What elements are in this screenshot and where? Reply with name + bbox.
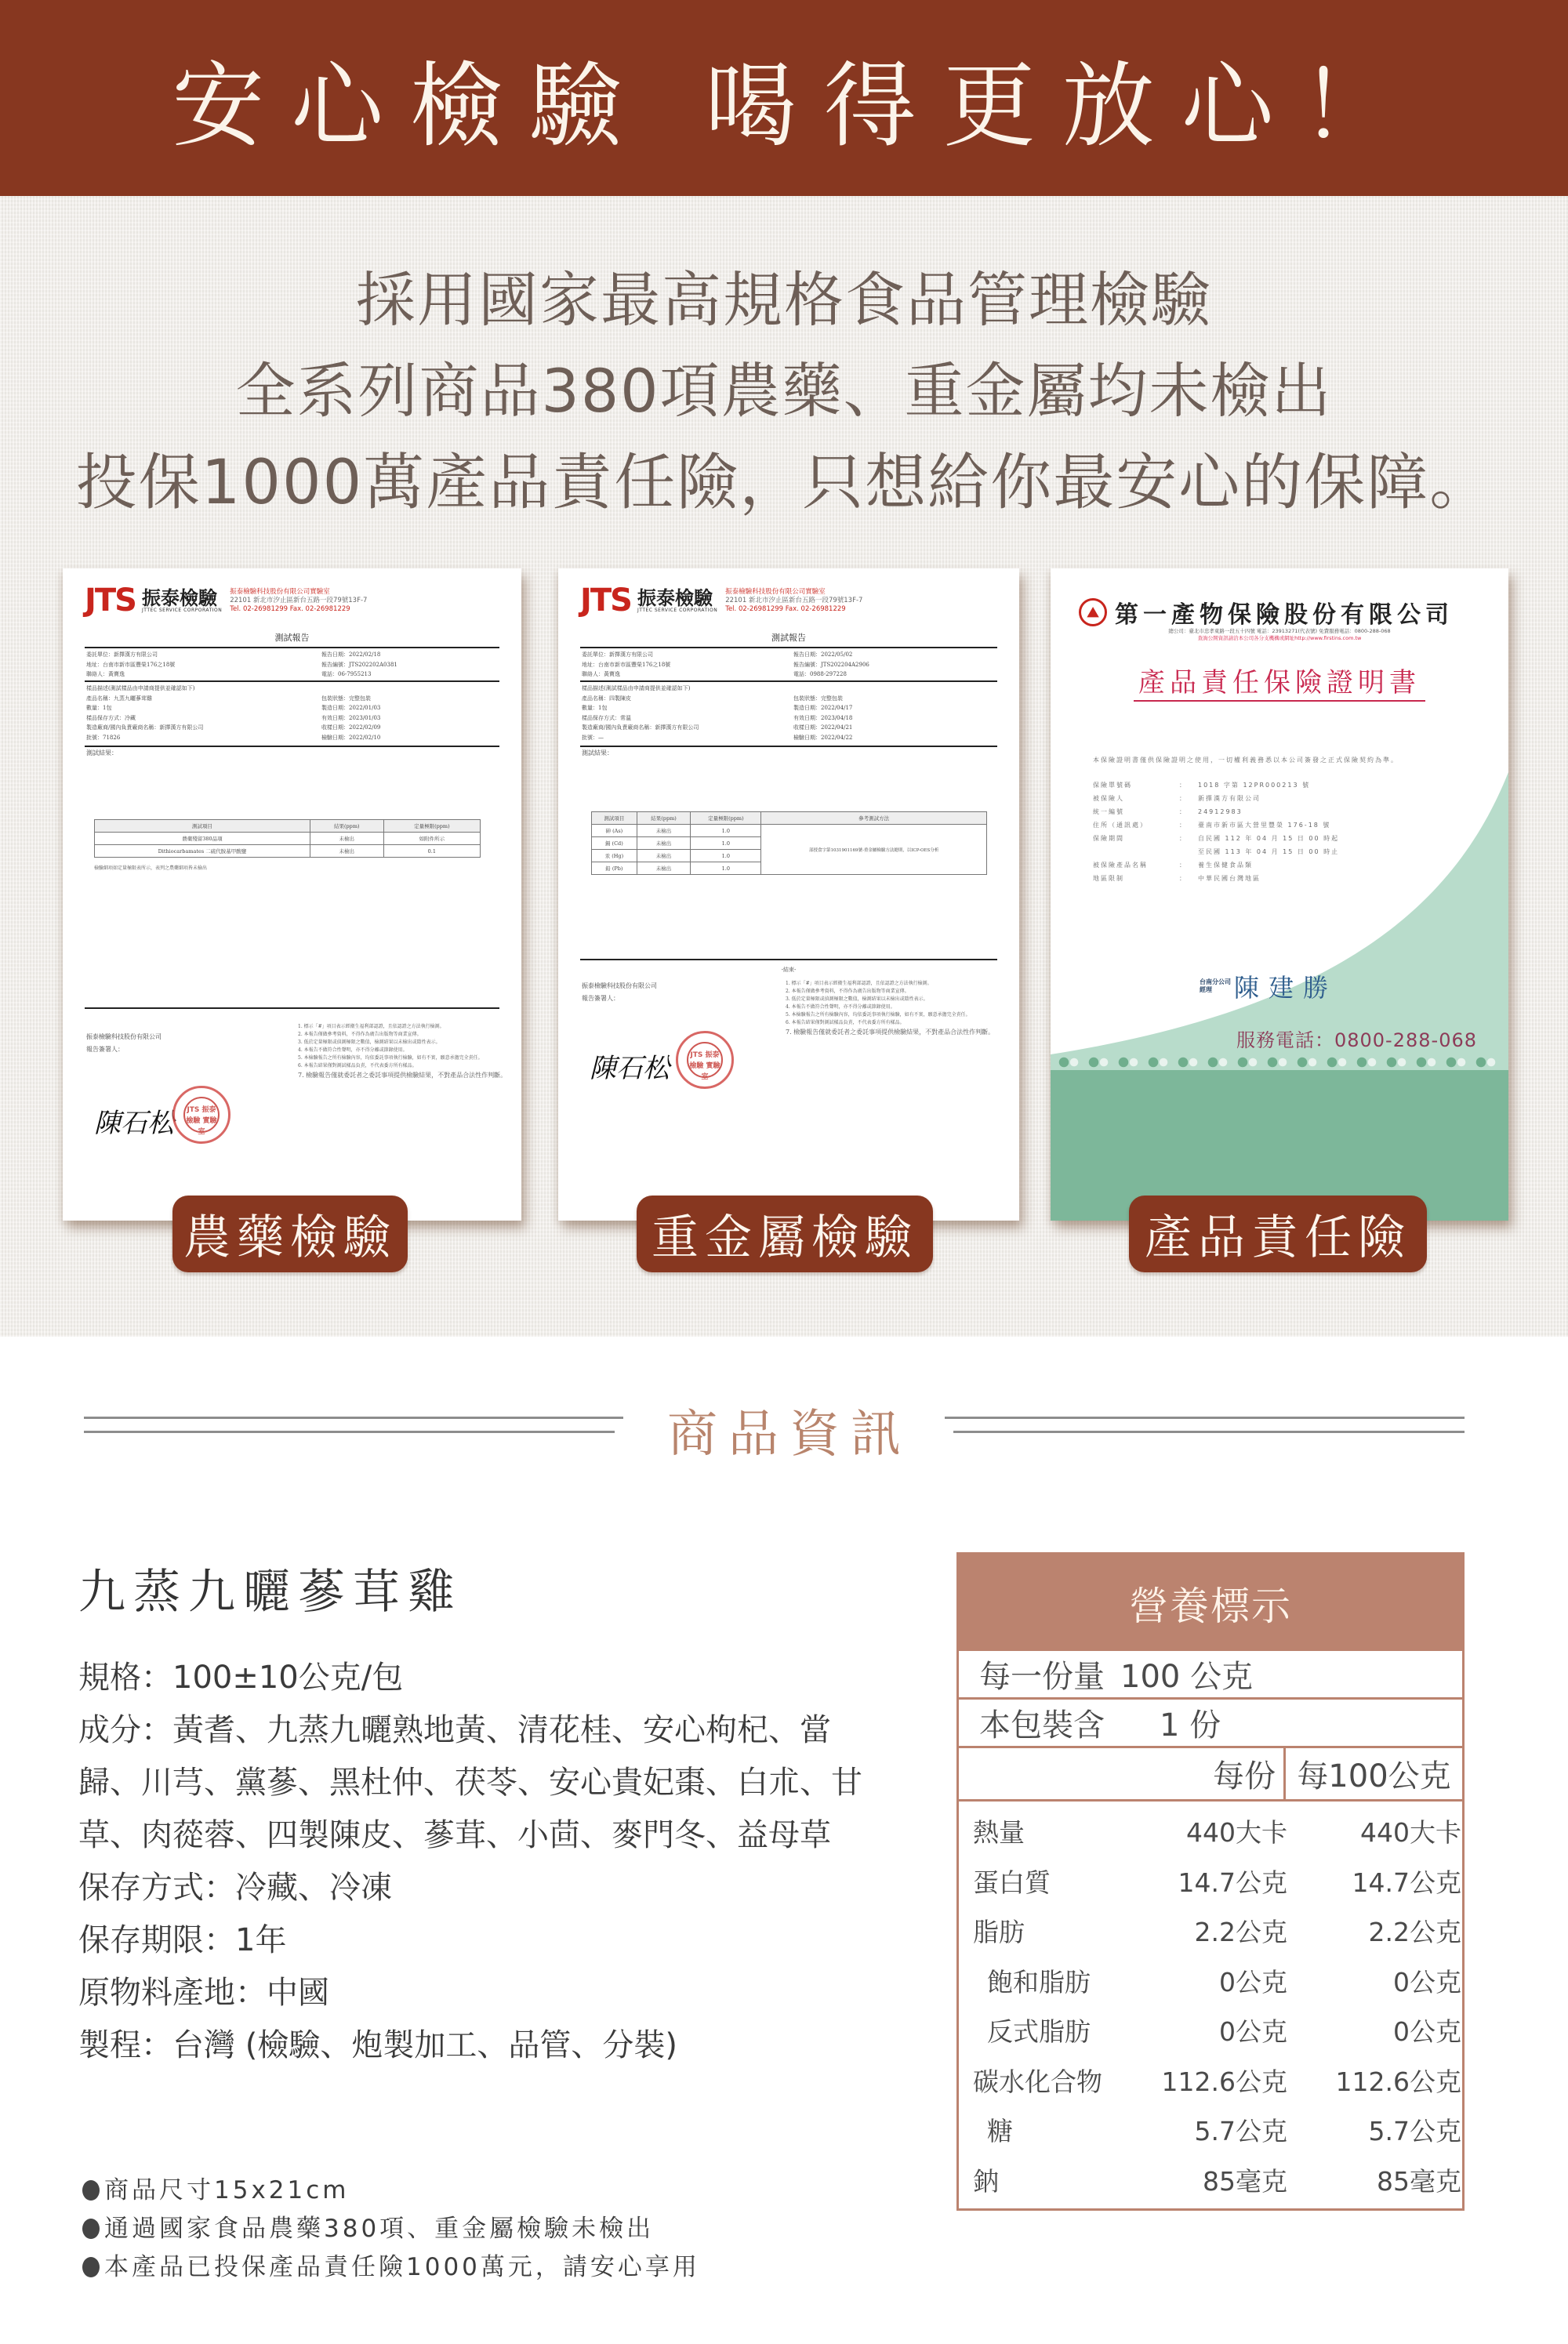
sample-info-right: 包裝狀態：完整包裝 製造日期：2022/04/17 有效日期：2023/04/18 收樣日期：2022/04/21 檢驗日期：2022/04/22 [793,695,853,741]
serving-size-row: 每一份量 100 公克 [959,1651,1462,1700]
lab-name: 振泰檢驗 [637,586,713,609]
nutrient-row: 蛋白質 14.7公克 14.7公克 [973,1867,1461,1898]
highlight-item: 本產品已投保產品責任險1000萬元，請安心享用 [82,2248,700,2287]
manager-signature: 台南分公司 經理 陳建勝 [1200,973,1338,1003]
badge-product-liability: 產品責任險 [1129,1196,1427,1272]
lab-name: 振泰檢驗 [141,586,217,609]
divider [580,746,997,747]
signature: 陳石松 [590,1053,670,1084]
highlight-item: 通過國家食品農藥380項、重金屬檢驗未檢出 [82,2210,700,2248]
report-title: 測試報告 [771,633,806,643]
insurer-address: 總公司：臺北市忠孝東路一段五十四號 電話：23913271(代表號) 免費服務電話：0800-288-068 查詢公開資訊請洽本公司各分支機構或網址http://www.firstins.com.tw [1168,628,1391,641]
divider [85,680,499,682]
sample-info-left: 樣品描述(測試樣品由申請商提供並確認如下) 產品名稱：四製陳皮 數量：1包 樣品保存方式：常溫 製造廠商/國內負責廠商名稱：新擇漢方有限公司 批號：— [582,685,699,741]
end-mark: -結束- [781,967,797,973]
nutrition-column-headers: 每份 每100公克 [959,1748,1462,1802]
spec-origin: 原物料產地：中國 [78,1975,329,2011]
highlight-item: 商品尺寸15x21cm [82,2172,700,2210]
spec-storage: 保存方式：冷藏、冷凍 [78,1870,392,1906]
nutrient-row: 鈉 85毫克 85毫克 [973,2165,1461,2197]
signatory: 振泰檢驗科技股份有限公司 報告簽署人： [86,1033,162,1053]
lab-header [85,582,367,619]
pesticide-test-report [63,568,521,1221]
nutrition-title: 營養標示 [959,1555,1462,1651]
insurer-header [1079,595,1454,630]
nutrient-row: 飽和脂肪 0公克 0公克 [987,1966,1461,1997]
sample-info-left: 樣品描述(測試樣品由申請商提供並確認如下) 產品名稱：九蒸九曬蔘茸雞 數量：1包 樣品保存方式：冷藏 製造廠商/國內負責廠商名稱：新擇漢方有限公司 批號：71826 [86,685,204,741]
certification-section [0,196,1568,1337]
service-phone: 服務電話：0800-288-068 [1236,1029,1477,1051]
lab-header [580,582,862,619]
report-title: 測試報告 [274,633,310,643]
jts-logo-icon: JTS [580,582,631,619]
lab-info: 振泰檢驗科技股份有限公司實驗室 22101 新北市汐止區新台五路一段79號13F-7 Tel. 02-26981299 Fax. 02-26981229 [725,587,863,613]
divider [580,680,997,682]
lab-sub: JTTEC SERVICE CORPORATION [141,607,223,613]
header-banner [0,0,1568,196]
nutrient-row: 脂肪 2.2公克 2.2公克 [973,1917,1461,1948]
conclusion-notes: 1. 標示「#」項目表示經衛生福利部認證，且依認證之方法執行檢測。 2. 本報告僅做參考資料，不得作為廣告出版物等商業宣傳。 3. 低於定量極限或偵測極限之數值，檢測結果以未檢出或陰性表示。 4. 本報告不做符合性聲明，亦不得分離或節錄使用。 5. 本檢驗報告之所有檢驗內容，均依委託事項執行檢驗，如有不實，願意承擔完全責任。 6. 本報告結果僅對測試樣品負責，不代表委方所有樣品。 7. 檢驗報告僅就委託者之委託事項提供檢驗結果，不對產品合法性作判斷。 [786,981,995,1036]
signature: 陳石松 [94,1108,174,1139]
insurer-name: 第一產物保險股份有限公司 [1115,601,1454,629]
divider [580,647,997,648]
banner-title: 安心檢驗 喝得更放心！ [172,52,1420,160]
badge-heavy-metal-test: 重金屬檢驗 [637,1196,933,1272]
client-info-left: 委託單位：新擇漢方有限公司 地址：台南市新市區豐榮176之18號 聯絡人：黃寶逸 [86,651,176,677]
slogan-line-3: 投保1000萬產品責任險，只想給你最安心的保障。 [75,448,1493,518]
servings-per-package-row: 本包裝含 1 份 [959,1700,1462,1748]
nutrition-facts-table [956,1552,1465,2211]
slogan-line-1: 採用國家最高規格食品管理檢驗 [356,265,1212,335]
conclusion-notes: 1. 標示「#」項目表示經衛生福利部認證，且依認證之方法執行檢測。 2. 本報告僅做參考資料，不得作為廣告出版物等商業宣傳。 3. 低於定量極限或偵測極限之數值，檢測結果以未檢出或陰性表示。 4. 本報告不做符合性聲明，亦不得分離或節錄使用。 5. 本檢驗報告之所有檢驗內容，均依委託事項執行檢驗，如有不實，願意承擔完全責任。 6. 本報告結果僅對測試樣品負責，不代表委方所有樣品。 7. 檢驗報告僅就委託者之委託事項提供檢驗結果，不對產品合法性作判斷。 [298,1024,507,1079]
insurance-certificate [1051,568,1508,1221]
lab-stamp-icon: JTS 振泰檢驗 實驗室 [676,1031,734,1089]
results-label: 測試結果： [86,749,118,757]
spec-size: 規格：100±10公克/包 [78,1660,404,1696]
nutrient-row: 反式脂肪 0公克 0公克 [987,2016,1461,2048]
client-info-right: 報告日期：2022/05/02 報告編號：JTS202204A2906 電話：0988-297228 [793,651,869,677]
lab-sub: JTTEC SERVICE CORPORATION [637,607,718,613]
heavy-metal-test-report [558,568,1019,1221]
results-label: 測試結果： [582,749,613,757]
product-highlights [82,2172,700,2287]
product-info-heading [0,1388,1568,1474]
jts-logo-icon: JTS [85,582,136,619]
signatory: 振泰檢驗科技股份有限公司 報告簽署人： [582,982,657,1002]
divider [85,746,499,747]
table-note: 檢驗細項如定量極限表所示，表列之農藥細項皆未檢出 [94,865,208,871]
product-name: 九蒸九曬蔘茸雞 [78,1565,463,1620]
spec-ingredients: 成分：黃耆、九蒸九曬熟地黃、清花桂、安心枸杞、當歸、川芎、黨蔘、黑杜仲、茯苓、安心貴妃棗、白朮、甘草、肉蓯蓉、四製陳皮、蔘茸、小茴、麥門冬、益母草 [78,1712,862,1853]
slogan-line-2: 全系列商品380項農藥、重金屬均未檢出 [235,356,1333,426]
sample-info-right: 包裝狀態：完整包裝 製造日期：2022/01/03 有效日期：2023/01/03 收樣日期：2022/02/09 檢驗日期：2022/02/10 [321,695,381,741]
bullet-dot-icon [82,2180,100,2201]
nutrient-row: 碳水化合物 112.6公克 112.6公克 [973,2066,1461,2097]
divider [580,959,997,960]
divider [85,647,499,648]
dot-pattern-decoration [1058,1057,1501,1068]
pesticide-results-table: 測試項目 結果(ppm) 定量極限(ppm) 農藥殘留380品項 未檢出 如附件所示 Dithiocarbamates 二硫代胺基甲酸鹽 未檢出 0.1 [94,819,481,858]
badge-pesticide-test: 農藥檢驗 [172,1196,408,1272]
section-title: 商品資訊 [667,1406,912,1464]
nutrient-row: 糖 5.7公克 5.7公克 [987,2116,1461,2147]
spec-shelf-life: 保存期限：1年 [78,1922,287,1958]
client-info-left: 委託單位：新擇漢方有限公司 地址：台南市新市區豐榮176之18號 聯絡人：黃寶逸 [582,651,671,677]
heavy-metal-results-table: 測試項目 結果(ppm) 定量極限(ppm) 參考測試方法 砷 (As) 未檢出 1.0 部授食字第1031901169號-重金屬檢驗方法總則，以ICP-OES分析 鎘 (Cd) 未檢出 1.0 汞 (Hg) 未檢出 1.0 鉛 (Pb) 未檢出 1.0 [591,811,987,875]
certificate-title: 產品責任保險證明書 [1051,661,1508,699]
nutrition-rows [959,1802,1462,2204]
nutrient-row: 熱量 440大卡 440大卡 [973,1817,1461,1849]
product-specs [78,1652,886,2072]
certificate-body: 本保險證明書僅供保險證明之使用，一切權利義務悉以本公司簽發之正式保險契約為準。 保險單號碼 ： 1018 字第 12PR000213 號 被保險人 ： 新擇漢方有限公司 統一編號 ： 24912983 住所（通訊處） ： 臺南市新市區大營里豐榮 176-18 號 保險期間 ： 自民國 112 年 04 月 15 日 00 時起 至民國 113 年 04 月 15 日 00 時止 被保險產品名稱 ： 養生保健食品類 地區限制 ： 中華民國台灣地區 [1093,757,1399,882]
bullet-dot-icon [82,2257,100,2277]
bullet-dot-icon [82,2219,100,2239]
spec-process: 製程：台灣 (檢驗、炮製加工、品管、分裝) [78,2027,677,2063]
client-info-right: 報告日期：2022/02/18 報告編號：JTS202202A0381 電話：06-7955213 [321,651,397,677]
divider [85,1007,499,1009]
insurer-logo-icon: ⛰ [1079,598,1107,626]
lab-info: 振泰檢驗科技股份有限公司實驗室 22101 新北市汐止區新台五路一段79號13F-7 Tel. 02-26981299 Fax. 02-26981229 [230,587,368,613]
lab-stamp-icon: JTS 振泰檢驗 實驗室 [172,1086,230,1144]
